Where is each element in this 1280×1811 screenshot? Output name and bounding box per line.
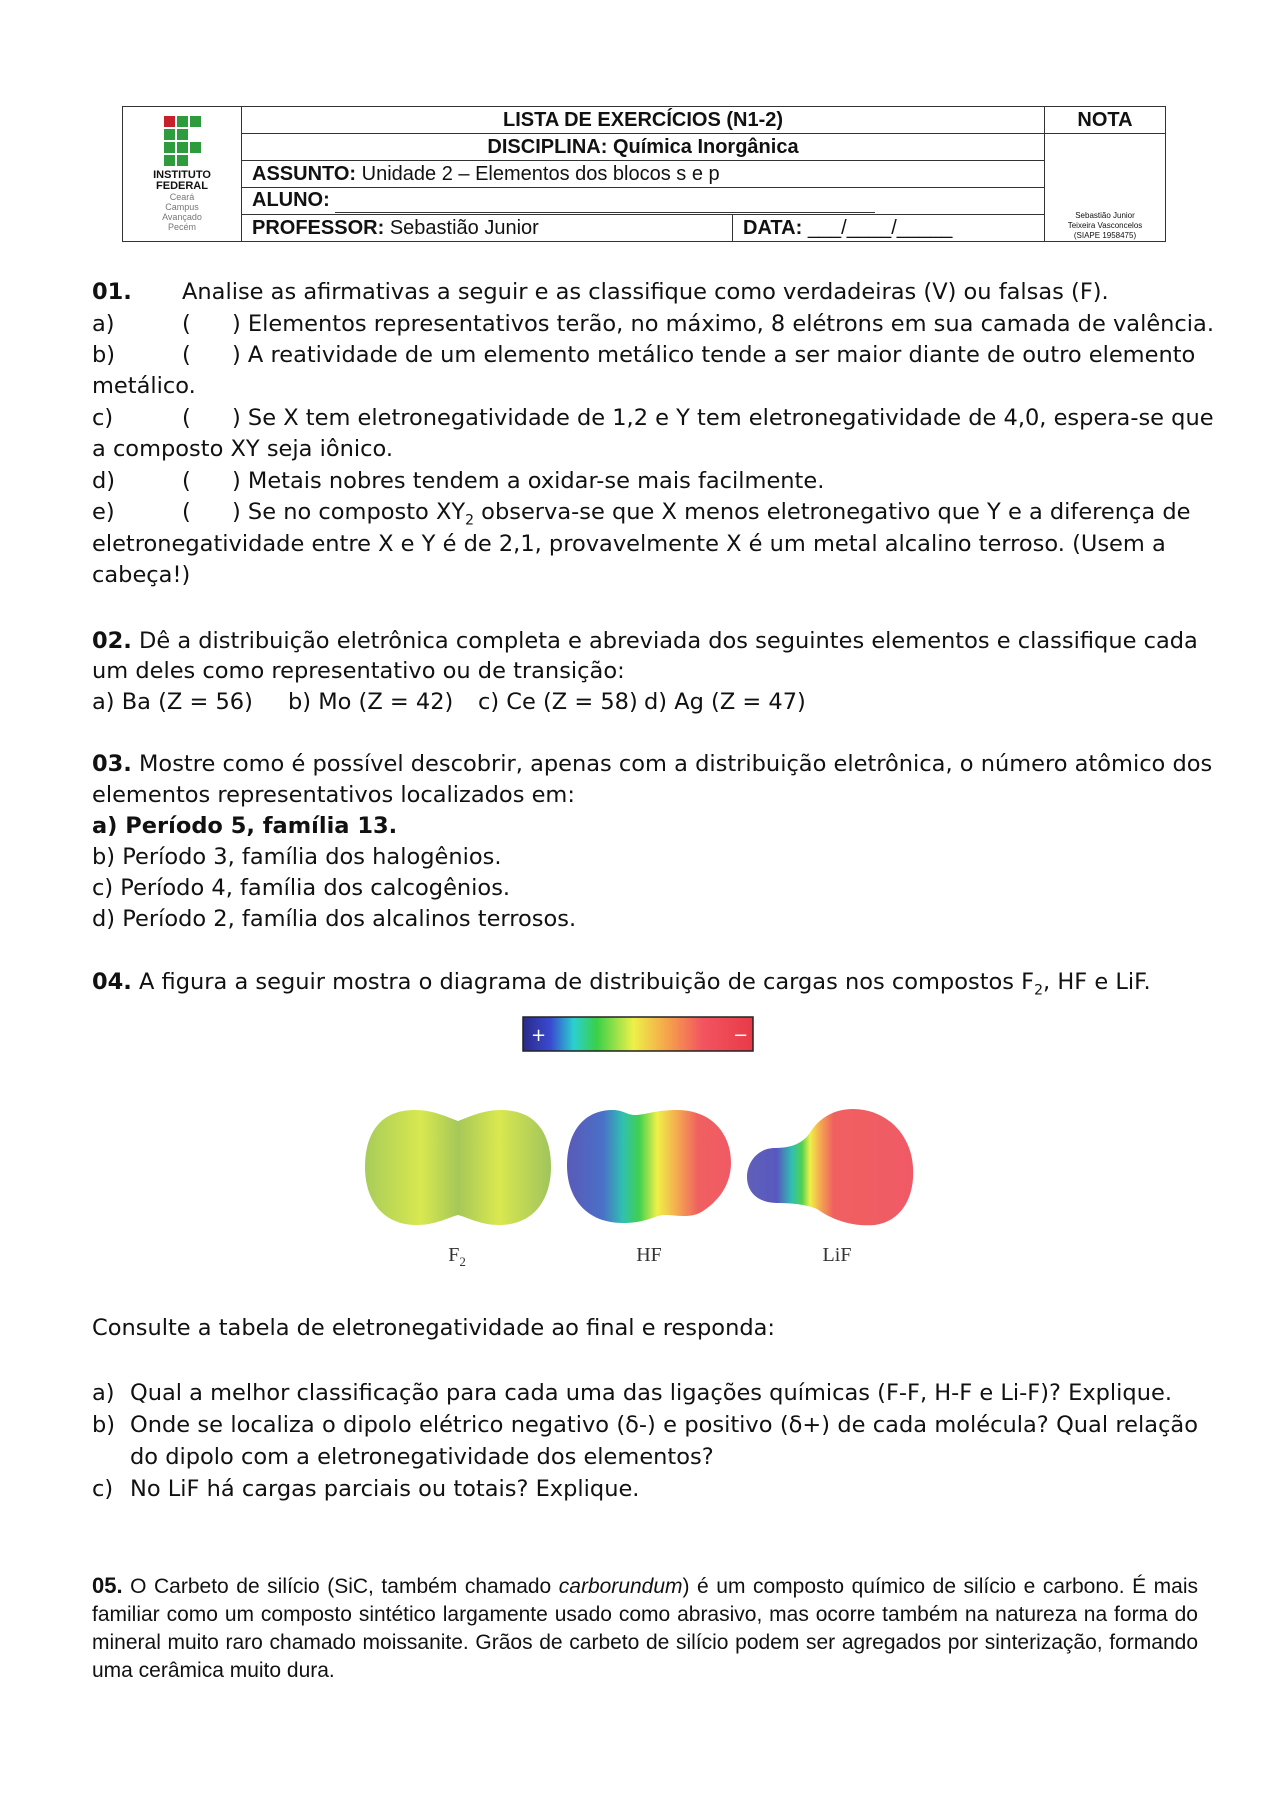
q2-option-c: c) Ce (Z = 58) <box>478 689 638 715</box>
institution-logo-icon <box>164 116 201 166</box>
q1-item-b: b) ( ) A reatividade de um elemento metálico tende a ser maior diante de outro elemento <box>92 340 1198 371</box>
aluno-row <box>242 188 1045 215</box>
logo-line5: Avançado <box>162 212 202 222</box>
answer-blank[interactable]: ( <box>182 499 191 525</box>
aluno-label: ALUNO: <box>252 189 330 211</box>
lif-molecule <box>747 1109 913 1225</box>
header-table <box>122 106 1166 242</box>
q2-option-b: b) Mo (Z = 42) <box>288 689 454 715</box>
charge-scale-bar <box>523 1017 753 1051</box>
assunto-value: Unidade 2 – Elementos dos blocos s e p <box>361 162 720 185</box>
logo-line2: FEDERAL <box>156 180 208 192</box>
answer-blank[interactable]: ( <box>182 311 191 337</box>
q1-number: 01. <box>92 279 132 305</box>
q1-item-e: e) ( ) Se no composto $XY_2$ observa-se que X menos eletronegativo que Y e a diferença de <box>92 499 1191 529</box>
q2-prompt-cont: um deles como representativo ou de transição: <box>92 658 625 684</box>
q1-item-a: a) ( ) Elementos representativos terão, no máximo, 8 elétrons em sua camada de valência. <box>92 309 1198 340</box>
q1-item-b-cont: metálico. <box>92 373 196 399</box>
q4-item-a: a) Qual a melhor classificação para cada uma das ligações químicas (F-F, H-F e Li-F)? Explique. <box>92 1380 1172 1406</box>
answer-blank[interactable]: ( <box>182 468 191 494</box>
q4-item-b: b) Onde se localiza o dipolo elétrico negativo (δ-) e positivo (δ+) de cada molécula? Qual relação do dipolo com a eletronegatividade dos elementos? <box>92 1412 1198 1470</box>
assunto-row <box>242 161 1045 188</box>
logo-line6: Pecém <box>167 222 196 232</box>
q3-item-a: a) Período 5, família 13. <box>92 813 398 839</box>
data-field[interactable]: ___/____/_____ <box>807 216 953 239</box>
q3-prompt-cont: elementos representativos localizados em: <box>92 782 575 808</box>
nota-label: NOTA <box>1045 107 1166 134</box>
q3-number: 03. <box>92 751 132 777</box>
disciplina-row <box>242 134 1045 161</box>
q2-number: 02. <box>92 628 132 654</box>
q2-option-d: d) Ag (Z = 47) <box>644 689 806 715</box>
professor-value: Sebastião Junior <box>389 216 539 239</box>
professor-row <box>242 215 733 242</box>
logo-line1: INSTITUTO <box>153 169 211 181</box>
logo-line4: Campus <box>165 202 199 212</box>
assunto-label: ASSUNTO: <box>252 162 357 185</box>
q3-prompt: 03. Mostre como é possível descobrir, apenas com a distribuição eletrônica, o número atômico dos <box>92 751 1213 777</box>
q4-item-c: c) No LiF há cargas parciais ou totais? Explique. <box>92 1476 640 1502</box>
q1-text: Analise as afirmativas a seguir e as classifique como verdadeiras (V) ou falsas (F). <box>182 279 1109 305</box>
professor-label: PROFESSOR: <box>252 216 385 239</box>
hf-molecule <box>567 1110 731 1223</box>
teacher-signature: Sebastião Junior Teixeira Vasconcelos (SIAPE 1958475) <box>1067 211 1143 240</box>
aluno-field[interactable] <box>335 189 875 213</box>
q1-prompt <box>92 277 1198 308</box>
answer-blank[interactable]: ( <box>182 405 191 431</box>
q5-paragraph: 05. O Carbeto de silício (SiC, também chamado carborundum) é um composto químico de silício e carbono. É mais familiar como um composto sintético largamente usado como abrasivo, mas ocorre também na natureza na forma do mineral muito raro chamado moissanite. Grãos de carbeto de silício podem ser agregados por sinterização, formando uma cerâmica muito dura. <box>92 1573 1198 1682</box>
q1-item-e-cont: eletronegatividade entre X e Y é de 2,1, provavelmente X é um metal alcalino terroso. (Usem a <box>92 531 1166 557</box>
q2-options <box>92 687 1198 718</box>
q3-item-c: c) Período 4, família dos calcogênios. <box>92 875 511 901</box>
f2-molecule <box>365 1110 551 1225</box>
nota-box[interactable] <box>1045 134 1166 242</box>
data-row <box>733 215 1045 242</box>
disciplina-value: Química Inorgânica <box>612 135 799 158</box>
data-label: DATA: <box>743 216 803 239</box>
q4-consult: Consulte a tabela de eletronegatividade ao final e responda: <box>92 1315 775 1341</box>
scale-plus-sign: + <box>531 1025 547 1046</box>
q4-number: 04. <box>92 969 132 995</box>
hf-label: HF <box>636 1244 662 1266</box>
sheet-title: LISTA DE EXERCÍCIOS (N1-2) <box>242 107 1045 134</box>
q4-prompt: 04. A figura a seguir mostra o diagrama de distribuição de cargas nos compostos $F_2$, HF e LiF. <box>92 969 1151 999</box>
q2-prompt: 02. Dê a distribuição eletrônica completa e abreviada dos seguintes elementos e classifique cada <box>92 628 1198 654</box>
q5-number: 05. <box>92 1573 123 1598</box>
q2-option-a: a) Ba (Z = 56) <box>92 689 253 715</box>
q1-item-c: c) ( ) Se X tem eletronegatividade de 1,2 e Y tem eletronegatividade de 4,0, espera-se que <box>92 403 1198 434</box>
lif-label: LiF <box>822 1244 852 1266</box>
disciplina-label: DISCIPLINA: <box>487 135 608 158</box>
scale-minus-sign: − <box>733 1025 749 1046</box>
answer-blank[interactable]: ( <box>182 342 191 368</box>
q3-item-b: b) Período 3, família dos halogênios. <box>92 844 502 870</box>
q1-item-d: d) ( ) Metais nobres tendem a oxidar-se mais facilmente. <box>92 466 1198 497</box>
q1-item-c-cont: a composto XY seja iônico. <box>92 436 393 462</box>
logo-line3: Ceará <box>169 192 195 202</box>
charge-distribution-figure <box>355 1015 915 1275</box>
q3-item-d: d) Período 2, família dos alcalinos terrosos. <box>92 906 577 932</box>
q1-item-e-cont2: cabeça!) <box>92 562 191 588</box>
institution-logo <box>123 107 242 242</box>
f2-label: $F_2$ <box>448 1244 466 1269</box>
